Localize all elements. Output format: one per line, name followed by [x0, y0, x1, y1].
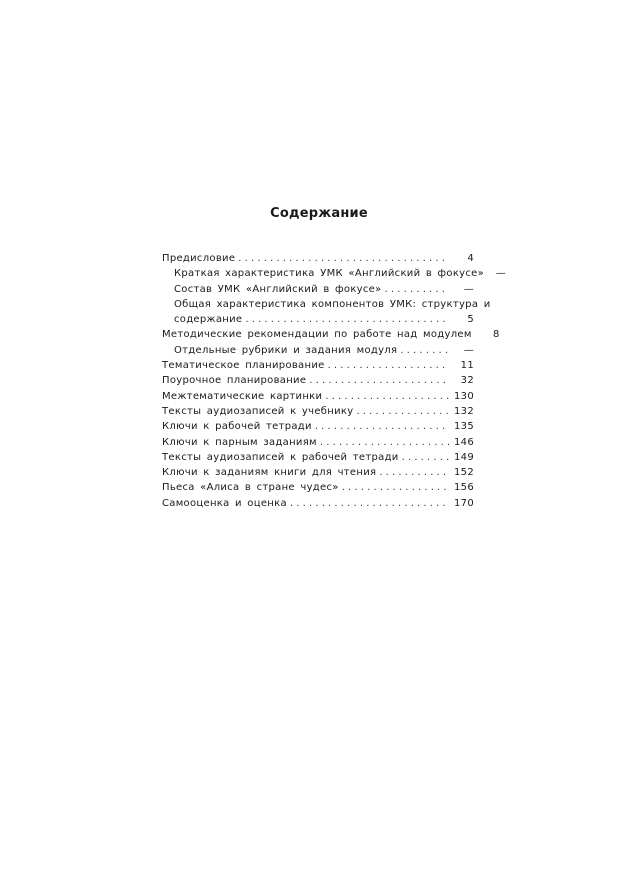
dot-leader: [315, 419, 449, 434]
toc-entry-composition: [162, 282, 474, 297]
dot-leader: [290, 496, 449, 511]
toc-entry-label: Состав УМК «Английский в фокусе»: [174, 283, 382, 295]
toc-entry-brief-characteristics: [162, 266, 507, 281]
toc-entry-workbook-keys: [162, 419, 474, 434]
toc-entry-thematic-planning: [162, 358, 474, 373]
toc-entry-label: Отдельные рубрики и задания модуля: [174, 344, 398, 356]
toc-entry-page: 170: [454, 497, 474, 509]
toc-entry-reader-keys: [162, 465, 474, 480]
toc-entry-page: —: [463, 344, 474, 356]
toc-entry-preface: [162, 251, 474, 266]
toc-entry-page: —: [463, 283, 474, 295]
dot-leader: [309, 373, 449, 388]
toc-entry-page: 11: [460, 360, 474, 372]
toc-entry-page: 156: [454, 482, 474, 494]
dot-leader: [238, 251, 449, 266]
toc-entry-page: 146: [454, 436, 474, 448]
toc-entry-page: 132: [454, 405, 474, 417]
table-of-contents: [162, 251, 507, 511]
toc-entry-methodological-recommendations: [162, 327, 500, 342]
toc-entry-alice-play: [162, 480, 474, 495]
toc-entry-intertopic-pictures: [162, 389, 474, 404]
toc-entry-workbook-audio-scripts: [162, 450, 474, 465]
dot-leader: [385, 282, 449, 297]
toc-entry-lesson-planning: [162, 373, 474, 388]
toc-entry-label: Ключи к заданиям книги для чтения: [162, 467, 377, 479]
toc-entry-label: Методические рекомендации по работе над модулем: [162, 329, 472, 341]
dot-leader: [400, 343, 449, 358]
toc-entry-label: Общая характеристика компонентов УМК: структура и: [174, 298, 491, 310]
page-title: Содержание: [270, 206, 368, 221]
dot-leader: [342, 480, 449, 495]
toc-entry-page: 135: [454, 421, 474, 433]
toc-entry-pair-work-keys: [162, 435, 474, 450]
toc-entry-label: Ключи к парным заданиям: [162, 436, 317, 448]
toc-entry-page: 8: [493, 329, 500, 341]
dot-leader: [320, 435, 449, 450]
toc-entry-label: содержание: [174, 314, 243, 326]
dot-leader: [379, 465, 449, 480]
toc-entry-page: 5: [467, 314, 474, 326]
toc-entry-page: —: [495, 268, 507, 280]
toc-entry-general-characteristics: [162, 297, 491, 312]
toc-entry-page: 32: [460, 375, 474, 387]
toc-entry-page: 152: [454, 467, 474, 479]
toc-entry-label: Пьеса «Алиса в стране чудес»: [162, 482, 339, 494]
toc-entry-page: 4: [467, 253, 474, 264]
toc-entry-textbook-audio-scripts: [162, 404, 474, 419]
toc-entry-label: Ключи к рабочей тетради: [162, 421, 312, 433]
dot-leader: [356, 404, 449, 419]
toc-entry-label: Тексты аудиозаписей к рабочей тетради: [162, 451, 399, 463]
toc-entry-label: Предисловие: [162, 253, 236, 264]
dot-leader: [328, 358, 449, 373]
toc-entry-label: Самооценка и оценка: [162, 497, 287, 509]
toc-entry-label: Тематическое планирование: [162, 360, 325, 372]
dot-leader: [402, 450, 449, 465]
dot-leader: [325, 389, 449, 404]
toc-entry-general-characteristics-cont: [162, 312, 474, 327]
toc-entry-page: 149: [454, 451, 474, 463]
toc-entry-label: Краткая характеристика УМК «Английский в фокусе»: [174, 268, 485, 280]
toc-entry-label: Тексты аудиозаписей к учебнику: [162, 405, 354, 417]
toc-entry-self-assessment: [162, 496, 474, 511]
dot-leader: [245, 312, 449, 327]
toc-entry-sections-and-tasks: [162, 343, 474, 358]
toc-entry-page: 130: [454, 390, 474, 402]
toc-entry-label: Поурочное планирование: [162, 375, 307, 387]
toc-entry-label: Межтематические картинки: [162, 390, 323, 402]
